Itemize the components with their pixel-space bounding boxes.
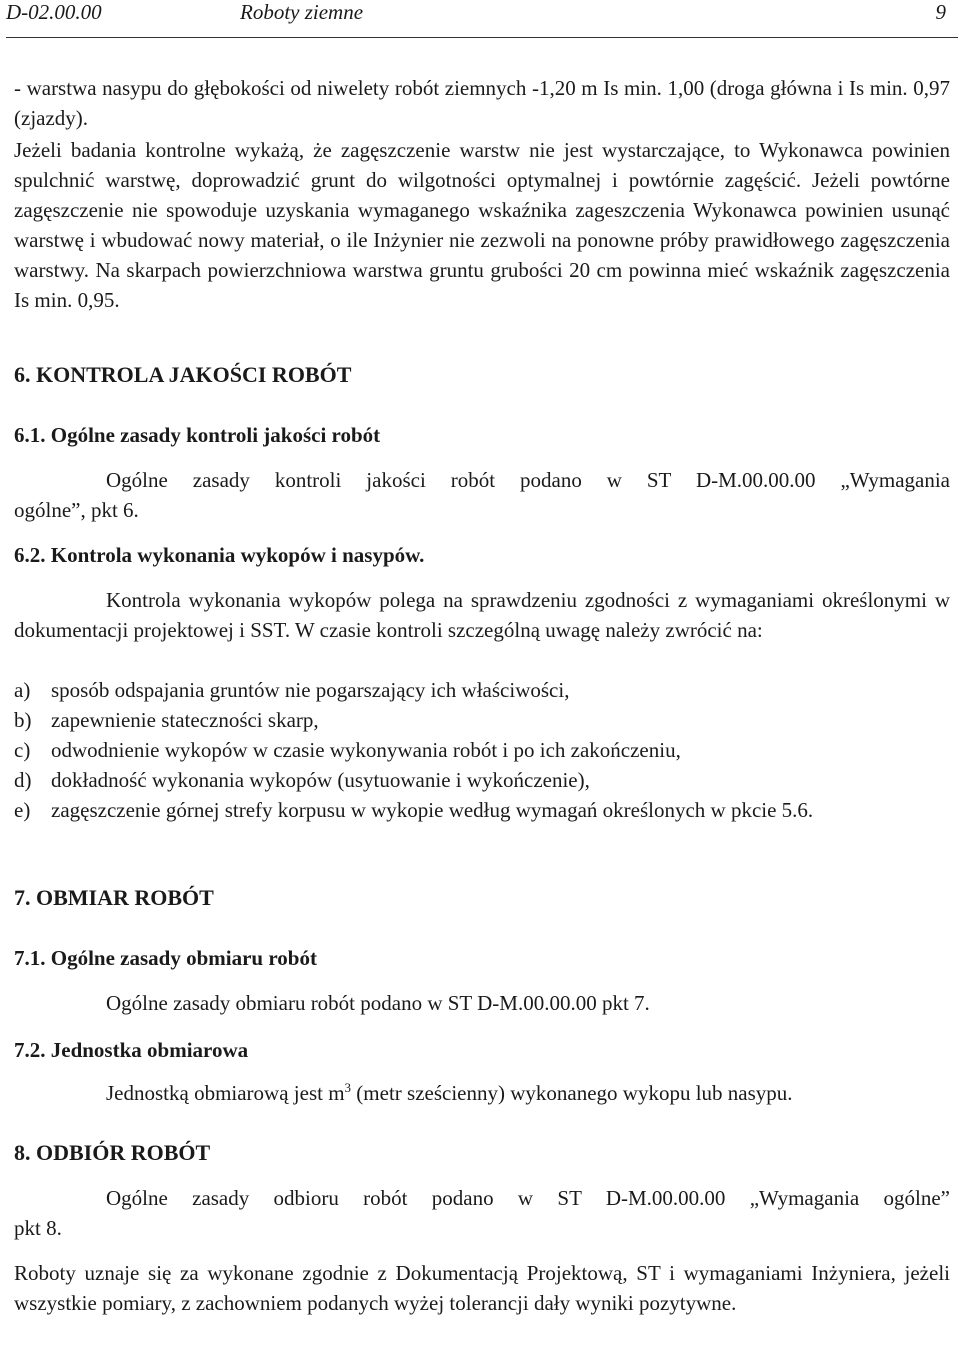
list-marker: e)	[14, 798, 31, 822]
list-item	[14, 765, 950, 795]
unit-superscript: 3	[344, 1080, 352, 1095]
list-item	[14, 705, 950, 735]
list-text: dokładność wykonania wykopów (usytuowanie i wykończenie),	[51, 768, 590, 792]
section-7-2-text	[14, 1078, 960, 1108]
document-code: D-02.00.00	[6, 0, 102, 24]
list-text: zagęszczenie górnej strefy korpusu w wykopie według wymagań określonych w pkcie 5.6.	[51, 798, 814, 822]
paragraph-kontrolne: Jeżeli badania kontrolne wykażą, że zagęszczenie warstw nie jest wystarczające, to Wykonawca powinien spulchnić warstwę, doprowadzić grunt do wilgotności optymalnej i powtórnie zagęścić. Jeżeli powtórne zagęszczenie nie spowoduje uzyskania wymaganego wskaźnika zageszczenia Wykonawca powinien usunąć warstwę i wbudować nowy materiał, o ile Inżynier nie zezwoli na ponowne próby prawidłowego zagęszczenia warstwy. Na skarpach powierzchniowa warstwa gruntu grubości 20 cm powinna mieć wskaźnik zagęszczenia Is min. 0,95.	[14, 138, 950, 312]
page-number: 9	[935, 0, 946, 24]
header-divider	[6, 37, 958, 38]
section-6-2-intro: Kontrola wykonania wykopów polega na sprawdzeniu zgodności z wymaganiami określonymi w dokumentacji projektowej i SST. W czasie kontroli szczególną uwagę należy zwrócić na:	[14, 588, 950, 642]
list-text: zapewnienie stateczności skarp,	[51, 708, 319, 732]
section-7-1-text: Ogólne zasady obmiaru robót podano w ST D-M.00.00.00 pkt 7.	[106, 991, 650, 1015]
section-8-final: Roboty uznaje się za wykonane zgodnie z Dokumentacją Projektową, ST i wymaganiami Inżyniera, jeżeli wszystkie pomiary, z zachowniem podanych wyżej tolerancji dały wyniki pozytywne.	[14, 1261, 950, 1315]
list-text: odwodnienie wykopów w czasie wykonywania robót i po ich zakończeniu,	[51, 738, 681, 762]
list-marker: c)	[14, 738, 31, 762]
list-marker: a)	[14, 678, 31, 702]
section-7-1-heading: 7.1. Ogólne zasady obmiaru robót	[14, 946, 317, 970]
list-text: sposób odspajania gruntów nie pogarszający ich właściwości,	[51, 678, 570, 702]
section-6-1-line1: Ogólne zasady kontroli jakości robót podano w ST D-M.00.00.00 „Wymagania	[106, 468, 950, 492]
section-6-1-line2: ogólne”, pkt 6.	[14, 498, 139, 522]
page-header	[0, 0, 960, 40]
unit-text-after: (metr sześcienny) wykonanego wykopu lub nasypu.	[351, 1081, 793, 1105]
section-8-line1: Ogólne zasady odbioru robót podano w ST D-M.00.00.00 „Wymagania ogólne”	[106, 1186, 950, 1210]
list-item	[14, 735, 950, 765]
list-marker: b)	[14, 708, 32, 732]
list-marker: d)	[14, 768, 32, 792]
section-6-heading: 6. KONTROLA JAKOŚCI ROBÓT	[14, 362, 352, 387]
list-item	[14, 795, 950, 825]
list-item	[14, 675, 950, 705]
section-8-line2: pkt 8.	[14, 1216, 62, 1240]
section-6-1-heading: 6.1. Ogólne zasady kontroli jakości robót	[14, 423, 381, 447]
section-7-heading: 7. OBMIAR ROBÓT	[14, 885, 214, 910]
unit-text-before: Jednostką obmiarową jest m	[106, 1081, 345, 1105]
section-6-2-heading: 6.2. Kontrola wykonania wykopów i nasypów.	[14, 543, 425, 567]
paragraph-nasyp: - warstwa nasypu do głębokości od niwelety robót ziemnych -1,20 m Is min. 1,00 (droga główna i Is min. 0,97 (zjazdy).	[14, 76, 950, 130]
section-8-heading: 8. ODBIÓR ROBÓT	[14, 1140, 211, 1165]
section-7-2-heading: 7.2. Jednostka obmiarowa	[14, 1038, 249, 1062]
document-title: Roboty ziemne	[240, 0, 364, 24]
